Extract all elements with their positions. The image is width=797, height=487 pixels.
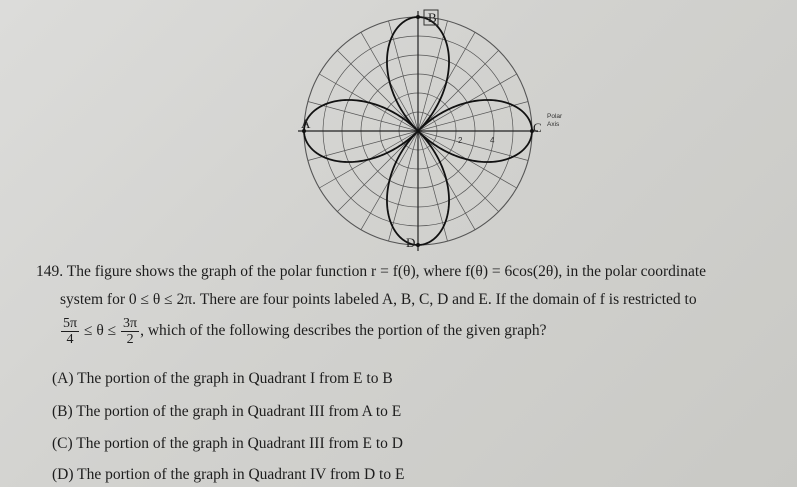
point-label-c: C: [533, 120, 542, 135]
point-label-d: D: [406, 235, 416, 250]
tick-label-2: 2: [458, 136, 463, 145]
choice-a[interactable]: (A) The portion of the graph in Quadrant I from E to B: [52, 370, 393, 387]
grid-ray: [337, 131, 418, 212]
fraction-3pi-over-2: $\frac{3\pi}{2}$: [123, 316, 138, 347]
point-marker: [416, 15, 420, 19]
choice-b[interactable]: (B) The portion of the graph in Quadrant III from A to E: [52, 403, 402, 420]
problem-number: 149.: [36, 263, 64, 280]
problem-line-1: [36, 262, 706, 282]
tick-label-4: 4: [490, 136, 495, 145]
point-label-a: A: [301, 116, 311, 131]
polar-axis-label-top: Polar: [547, 113, 563, 120]
point-marker: [416, 243, 420, 247]
polar-axis-label-bottom: Axis: [547, 121, 560, 128]
problem-line3-text: , which of the following describes the portion of the given graph?: [140, 322, 547, 340]
grid-ray: [337, 50, 418, 131]
fraction-5pi-over-4: $\frac{5\pi}{4}$: [63, 316, 78, 347]
problem-line1-text: The figure shows the graph of the polar function r = f(θ), where f(θ) = 6cos(2θ), in the polar coordinate: [66, 263, 707, 280]
choice-d[interactable]: (D) The portion of the graph in Quadrant IV from D to E: [52, 466, 405, 483]
problem-line-3: [60, 316, 546, 347]
grid-ray: [418, 50, 499, 131]
point-label-b: B: [428, 10, 437, 25]
choice-c[interactable]: (C) The portion of the graph in Quadrant III from E to D: [52, 435, 403, 452]
problem-line-2: system for 0 ≤ θ ≤ 2π. There are four points labeled A, B, C, D and E. If the domain of f is restricted to: [60, 291, 697, 308]
inequality: ≤ θ ≤: [83, 322, 117, 340]
